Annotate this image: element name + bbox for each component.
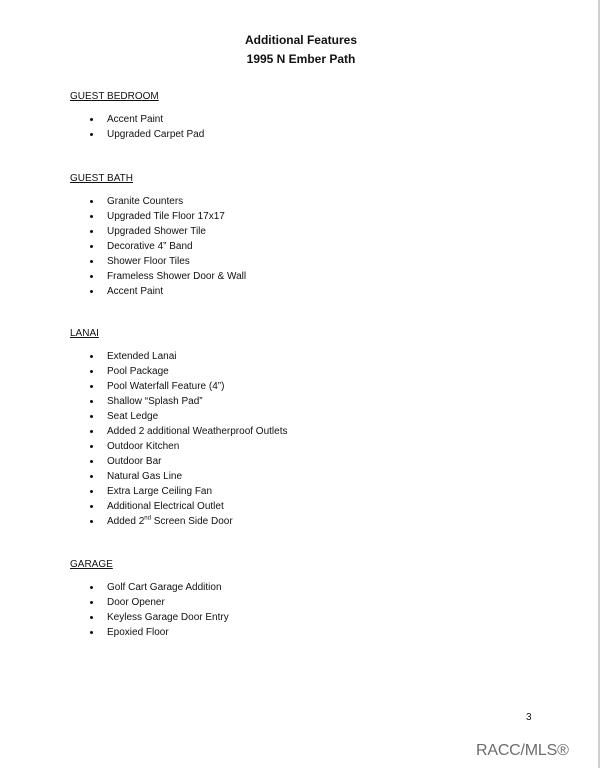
section-heading: GUEST BATH: [70, 173, 133, 184]
bullet-icon: [90, 415, 93, 418]
section-heading: GARAGE: [70, 559, 113, 570]
section-heading: LANAI: [70, 328, 99, 339]
list-item: [70, 254, 530, 269]
bullet-icon: [90, 290, 93, 293]
document-address: 1995 N Ember Path: [246, 52, 356, 66]
list-item-text: Pool Waterfall Feature (4”): [107, 381, 225, 392]
list-item-text: Shallow “Splash Pad”: [107, 396, 203, 407]
list-item: [70, 595, 530, 610]
bullet-icon: [90, 133, 93, 136]
list-item-text: Upgraded Tile Floor 17x17: [107, 211, 225, 222]
bullet-icon: [90, 215, 93, 218]
feature-list: [70, 349, 530, 529]
list-item-text: Frameless Shower Door & Wall: [107, 271, 247, 282]
list-item: [70, 284, 530, 299]
document-title: Additional Features: [244, 33, 357, 47]
list-item-text: Door Opener: [107, 597, 165, 608]
list-item: [70, 610, 530, 625]
list-item-text: Natural Gas Line: [107, 471, 183, 482]
list-item-text: Outdoor Kitchen: [107, 441, 180, 452]
list-item: [70, 499, 530, 514]
list-item: [70, 379, 530, 394]
list-item-text: Added 2 additional Weatherproof Outlets: [107, 426, 288, 437]
list-item: [70, 580, 530, 595]
list-item-text: Shower Floor Tiles: [107, 256, 190, 267]
list-item-text: Additional Electrical Outlet: [107, 501, 224, 512]
bullet-icon: [90, 230, 93, 233]
section-guest-bath: [70, 172, 530, 299]
bullet-icon: [90, 430, 93, 433]
bullet-icon: [90, 355, 93, 358]
list-item-text: Accent Paint: [107, 286, 164, 297]
bullet-icon: [90, 460, 93, 463]
list-item: [70, 127, 530, 142]
list-item-text: Accent Paint: [107, 114, 164, 125]
feature-list: [70, 112, 530, 142]
list-item: [70, 269, 530, 284]
bullet-icon: [90, 475, 93, 478]
list-item: [70, 209, 530, 224]
list-item-text: Extended Lanai: [107, 351, 177, 362]
section-lanai: [70, 327, 530, 529]
list-item: [70, 409, 530, 424]
page-number: 3: [526, 712, 532, 723]
list-item-text: Extra Large Ceiling Fan: [107, 486, 213, 497]
list-item: [70, 112, 530, 127]
bullet-icon: [90, 586, 93, 589]
section-guest-bedroom: [70, 90, 530, 142]
bullet-icon: [90, 118, 93, 121]
section-heading: GUEST BEDROOM: [70, 91, 159, 102]
list-item-text: Upgraded Carpet Pad: [107, 129, 205, 140]
bullet-icon: [90, 505, 93, 508]
bullet-icon: [90, 245, 93, 248]
list-item-text: Upgraded Shower Tile: [107, 226, 206, 237]
bullet-icon: [90, 616, 93, 619]
bullet-icon: [90, 520, 93, 523]
list-item-text: Epoxied Floor: [107, 627, 169, 638]
list-item-text: Golf Cart Garage Addition: [107, 582, 222, 593]
watermark: RACC/MLS®: [476, 742, 569, 759]
list-item-text: Keyless Garage Door Entry: [107, 612, 229, 623]
list-item-text: Pool Package: [107, 366, 169, 377]
list-item: [70, 424, 530, 439]
list-item-superscript: nd: [144, 515, 151, 522]
list-item-text: Seat Ledge: [107, 411, 159, 422]
feature-list: [70, 194, 530, 299]
list-item: [70, 469, 530, 484]
feature-list: [70, 580, 530, 640]
list-item: [70, 484, 530, 499]
list-item: [70, 364, 530, 379]
bullet-icon: [90, 601, 93, 604]
list-item: [70, 394, 530, 409]
bullet-icon: [90, 490, 93, 493]
list-item: [70, 625, 530, 640]
page-edge-divider: [598, 0, 600, 768]
bullet-icon: [90, 445, 93, 448]
list-item-text-prefix: Added 2: [107, 516, 145, 527]
list-item-text: Decorative 4” Band: [107, 241, 193, 252]
list-item: [70, 439, 530, 454]
bullet-icon: [90, 370, 93, 373]
bullet-icon: [90, 385, 93, 388]
bullet-icon: [90, 275, 93, 278]
bullet-icon: [90, 400, 93, 403]
list-item-text: Outdoor Bar: [107, 456, 162, 467]
section-garage: [70, 558, 530, 640]
list-item: [70, 224, 530, 239]
list-item: [70, 194, 530, 209]
list-item: [70, 349, 530, 364]
bullet-icon: [90, 631, 93, 634]
bullet-icon: [90, 200, 93, 203]
bullet-icon: [90, 260, 93, 263]
list-item: [70, 239, 530, 254]
list-item: [70, 514, 530, 529]
list-item-text: Granite Counters: [107, 196, 184, 207]
list-item: [70, 454, 530, 469]
list-item-text-suffix: Screen Side Door: [150, 516, 233, 527]
